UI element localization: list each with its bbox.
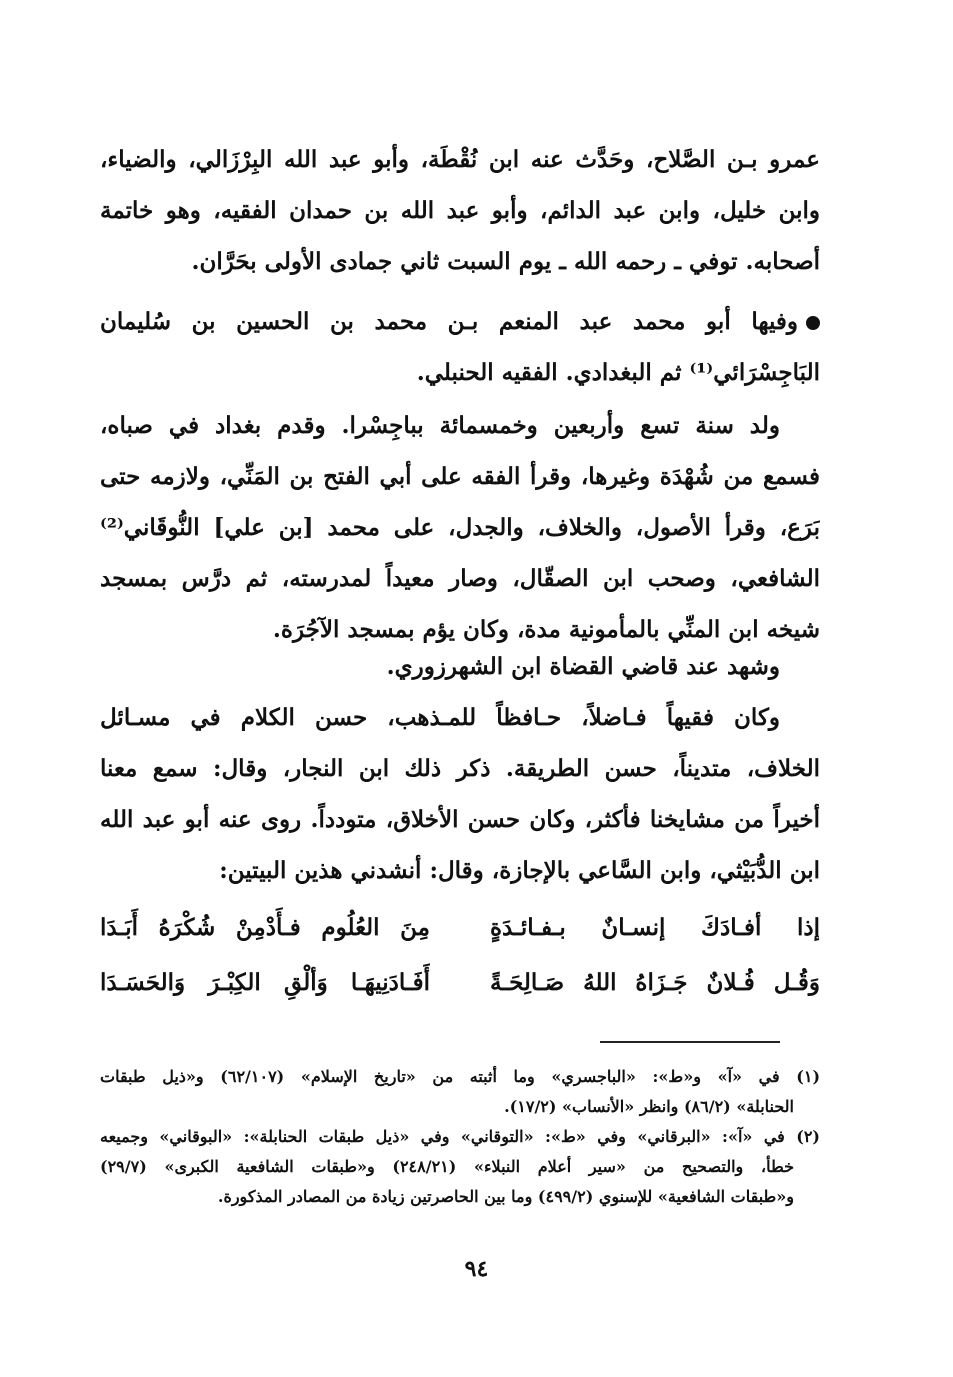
poem [100,900,820,1010]
footnote-line: (١) في «آ» و«ط»: «الباجسري» وما أثبته من «تاريخ الإسلام» (٦٢/١٠٧) و«ذيل طبقات [100,1067,820,1086]
footnote-line: و«طبقات الشافعية» للإسنوي (٤٩٩/٢) وما بين الحاصرتين زيادة من المصادر المذكورة. [217,1187,794,1206]
paragraph-biography [100,400,820,655]
poem-verse [100,900,820,955]
footnote-divider [600,1041,780,1043]
bullet-icon [806,316,820,330]
verse-second-hemistich: مِنَ العُلُوم فـأَدْمِنْ شُكْرَهُ أَبَـدَا [100,914,430,941]
text-line [100,296,820,347]
footnote-line: الحنابلة» (٨٦/٢) وانظر «الأنساب» (١٧/٢). [504,1097,794,1116]
text-line: ولد سنة تسع وأربعين وخمسمائة بباجِسْرا. وقدم بغداد في صباه، [100,412,780,439]
entry-heading [100,296,820,398]
text-line: عمرو بـن الصَّلاح، وحَدَّث عنه ابن نُقْطَة، وأبو عبد الله البِرْزَالي، والضياء، [100,146,820,173]
text-line: أخيراً من مشايخنا فأكثر، وكان حسن الأخلاق، متودداً. روى عنه أبو عبد الله [100,806,820,833]
poem-verse [100,955,820,1010]
footnote-line: (٢) في «آ»: «البرقاني» وفي «ط»: «التوقاني» وفي «ذيل طبقات الحنابلة»: «البوقاني» وجميعه [100,1127,820,1146]
paragraph-praise [100,692,820,896]
text-line: وكان فقيهاً فـاضلاً، حـافظاً للمـذهب، حسن الكلام في مسـائل [100,704,780,731]
text-line: شيخه ابن المنِّي بالمأمونية مدة، وكان يؤم بمسجد الآجُرَة. [272,616,820,643]
footnotes [100,1062,820,1212]
text-line: بَرَع، وقرأ الأصول، والخلاف، والجدل، على محمد [بن علي] النُّوقَاني⁽²⁾ [100,514,820,541]
verse-first-hemistich: إذا أفـادَكَ إنسـانٌ بـفـائـدَةٍ [490,914,820,941]
entry-title: وفيها أبو محمد عبد المنعم بـن محمد بن الحسين بن سُليمان [100,308,798,335]
footnote-line: خطأ، والتصحيح من «سير أعلام النبلاء» (٢٤٨/٢١) و«طبقات الشافعية الكبرى» (٢٩/٧) [100,1157,794,1176]
verse-second-hemistich: أَفَـادَنِيهَـا وَألْقِ الكِبْـرَ وَالحَسَـدَا [100,969,430,996]
text-line: وابن خليل، وابن عبد الدائم، وأبو عبد الله بن حمدان الفقيه، وهو خاتمة [100,197,820,224]
text-line: أصحابه. توفي ـ رحمه الله ـ يوم السبت ثاني جمادى الأولى بحَرَّان. [191,248,820,275]
text-line: البَاجِسْرَائي⁽¹⁾ ثم البغدادي. الفقيه الحنبلي. [416,359,820,386]
footnote [100,1122,820,1212]
page-number: ٩٤ [464,1256,489,1282]
text-line: الخلاف، متديناً، حسن الطريقة. ذكر ذلك ابن النجار، وقال: سمع معنا [100,755,820,782]
text-line: فسمع من شُهْدَة وغيرها، وقرأ الفقه على أبي الفتح بن المَنِّي، ولازمه حتى [100,463,820,490]
paragraph-continuation [100,134,820,287]
paragraph-testimony [100,641,820,692]
text-line: وشهد عند قاضي القضاة ابن الشهرزوري. [386,653,780,680]
footnote [100,1062,820,1122]
verse-first-hemistich: وَقُـل فُـلانٌ جَـزَاهُ اللهُ صَـالِحَـةً [490,969,820,996]
text-line: ابن الدُّبَيْثي، وابن السَّاعي بالإجازة، وقال: أنشدني هذين البيتين: [219,857,820,884]
text-line: الشافعي، وصحب ابن الصقّال، وصار معيداً لمدرسته، ثم درَّس بمسجد [100,565,820,592]
